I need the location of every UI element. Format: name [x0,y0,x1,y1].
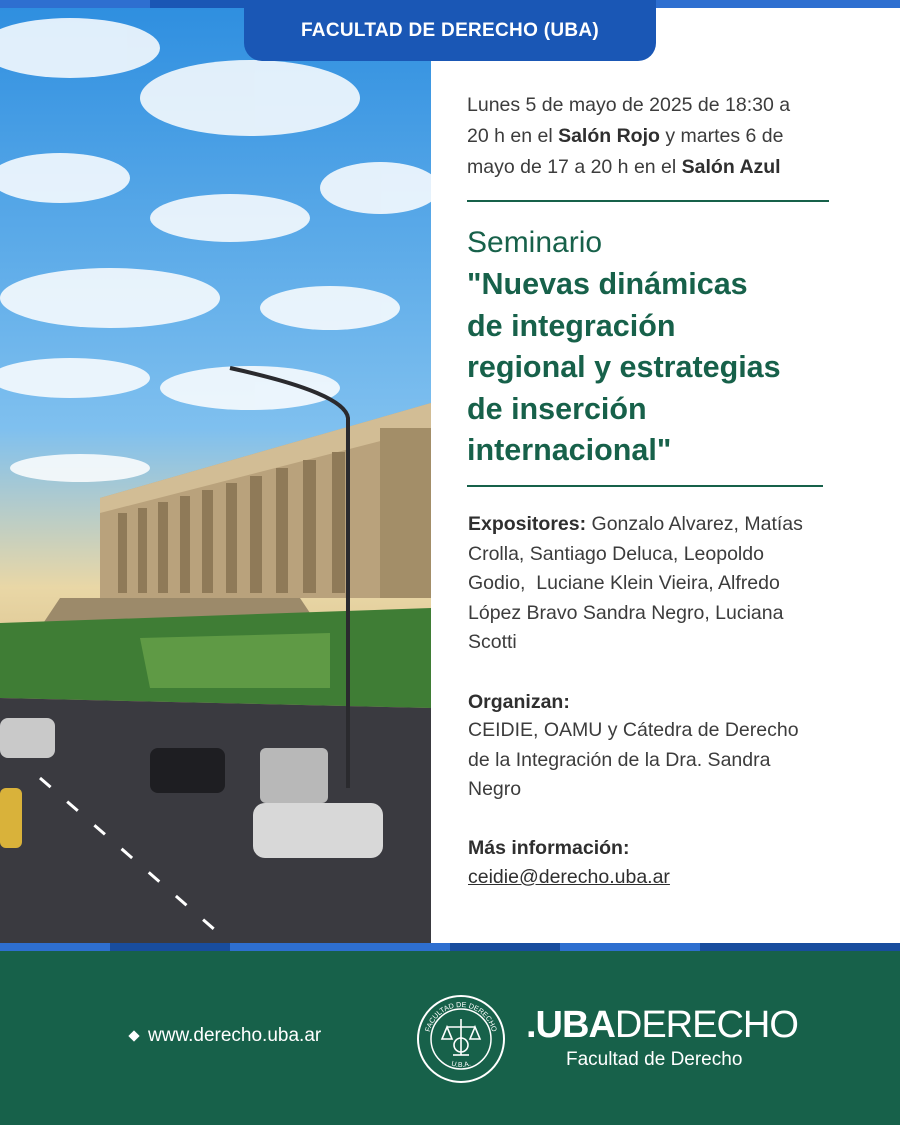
date-line-2-pre: 20 h en el [467,125,559,147]
brand-subtitle: Facultad de Derecho [566,1049,743,1070]
divider-top [467,200,829,202]
contact-email-link[interactable]: ceidie@derecho.uba.ar [468,866,670,888]
footer [0,951,900,1125]
event-date-block [467,90,842,183]
date-line-2-post: y martes 6 de [659,125,784,147]
event-date [467,90,842,183]
faculty-header-label: FACULTAD DE DERECHO (UBA) [300,19,600,41]
svg-text:U.B.A.: U.B.A. [450,1060,472,1070]
speakers-block [468,510,848,658]
event-type: Seminario [467,226,603,259]
uba-derecho-logo [526,1005,798,1045]
title-line: regional y estrategias [467,350,781,384]
faculty-header-tab [244,0,656,61]
room-2: Salón Azul [681,156,781,178]
date-line-3-pre: mayo de 17 a 20 h en el [467,156,682,178]
organizers-line: CEIDIE, OAMU y Cátedra de Derecho [468,719,799,741]
diamond-bullet-icon [128,1030,139,1041]
speakers-line: Crolla, Santiago Deluca, Leopoldo [468,542,764,565]
date-line-1: Lunes 5 de mayo de 2025 de 18:30 a [467,94,791,116]
brand-light: DERECHO [614,1004,798,1046]
divider-middle [467,485,823,487]
title-line: de integración [467,308,676,343]
title-line: de inserción [467,391,647,426]
brand-bold: .UBA [526,1004,615,1046]
speakers-line: Gonzalo Alvarez, Matías [586,513,803,535]
title-line: internacional" [467,433,672,467]
organizers-block [468,716,848,805]
website-link[interactable] [130,1025,321,1047]
bottom-color-stripe [0,943,900,951]
speakers-label: Expositores: [468,513,587,535]
organizers-line: de la Integración de la Dra. Sandra [468,748,771,771]
speakers-line: Scotti [468,631,517,653]
website-text: www.derecho.uba.ar [148,1025,322,1046]
faculty-seal-icon [415,993,507,1090]
svg-text:FACULTAD DE DERECHO: FACULTAD DE DERECHO [422,999,500,1033]
building-photo [0,8,431,943]
organizers-line: Negro [468,778,522,800]
event-title [467,264,847,472]
speakers-line: Godio, Luciane Klein Vieira, Alfredo [468,572,780,594]
speakers-line: López Bravo Sandra Negro, Luciana [468,601,784,624]
organizers-label: Organizan: [468,691,570,713]
room-1: Salón Rojo [558,125,660,147]
more-info-label: Más información: [468,837,630,859]
title-line: "Nuevas dinámicas [467,267,748,301]
